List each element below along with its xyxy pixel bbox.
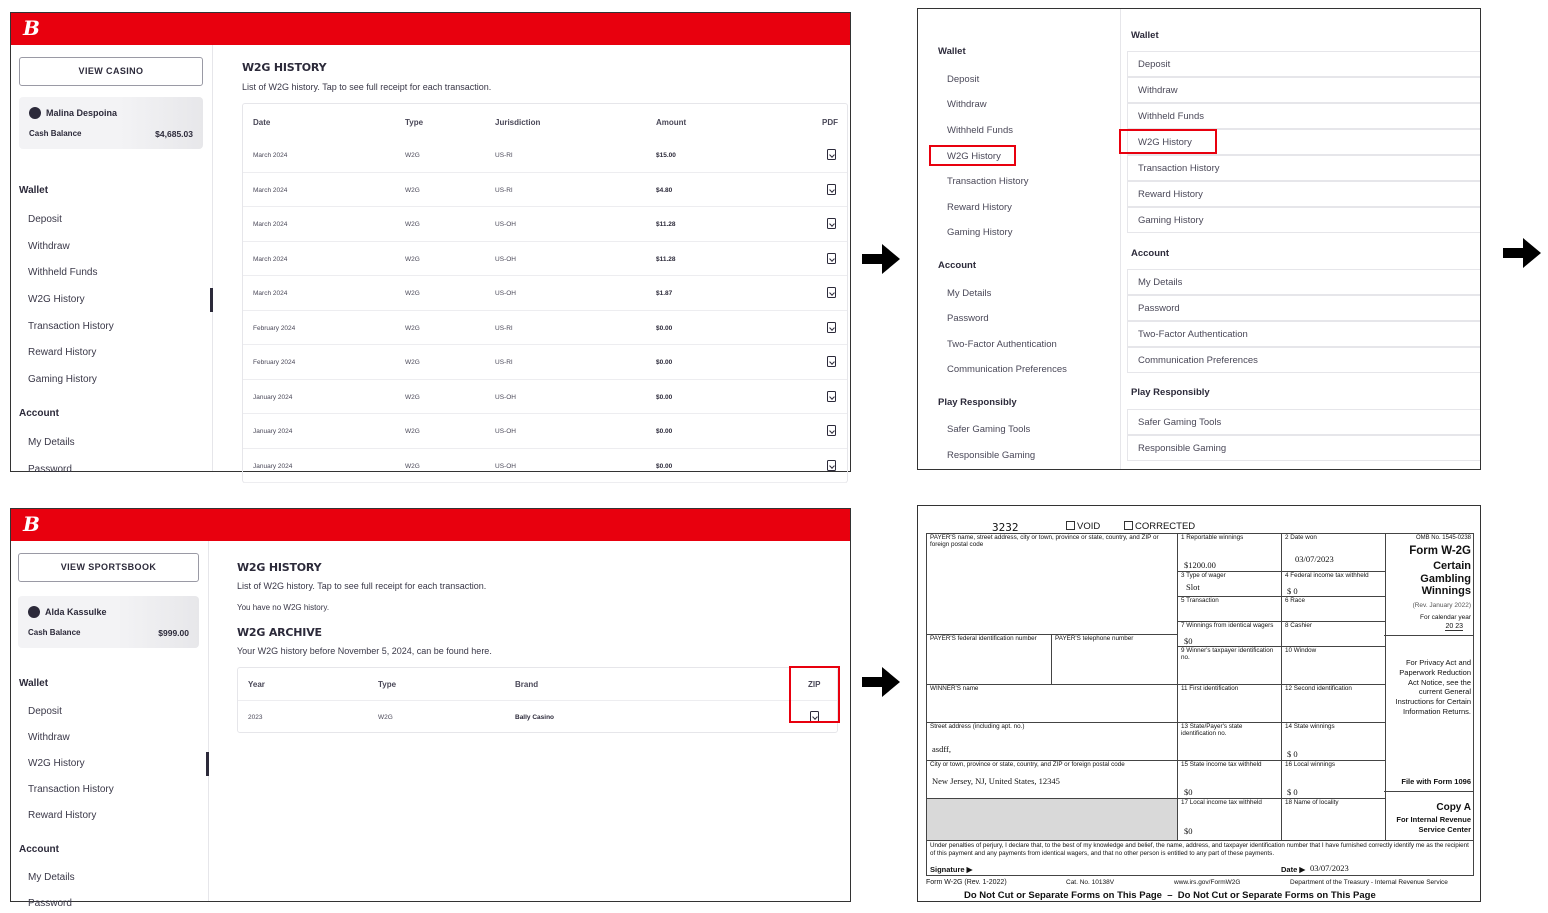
sidebar-item-my-details[interactable]: My Details: [28, 872, 75, 883]
sidebar-item-deposit[interactable]: Deposit: [28, 214, 62, 225]
highlight-box: [789, 666, 840, 723]
row-type: W2G: [405, 324, 420, 332]
row-type: W2G: [405, 152, 420, 159]
row-type: W2G: [378, 714, 393, 721]
sidebar-item-password[interactable]: Password: [28, 464, 72, 475]
old-item-two-factor[interactable]: Two-Factor Authentication: [947, 339, 1057, 350]
row-type: W2G: [405, 221, 420, 228]
divider: [1384, 791, 1473, 792]
col-date: Date: [253, 118, 271, 127]
new-item-withdraw[interactable]: [1127, 77, 1480, 103]
row-amount: $0.00: [656, 393, 673, 401]
row-type: W2G: [405, 255, 420, 263]
old-play-heading: Play Responsibly: [938, 397, 1017, 408]
brand-logo-icon[interactable]: B: [23, 16, 40, 40]
w2g-table: [242, 103, 848, 483]
row-brand: Bally Casino: [515, 714, 555, 721]
w2g-archive-screen: [10, 508, 851, 909]
row-date: March 2024: [253, 186, 288, 194]
row-amount: $1.87: [656, 290, 673, 297]
box-9: 9 Winner's taxpayer identification no.: [1178, 647, 1282, 685]
new-item-deposit[interactable]: [1127, 51, 1480, 77]
box-label: 16 Local winnings: [1285, 761, 1336, 768]
box-2: [1282, 534, 1386, 572]
box-4-value: $ 0: [1287, 586, 1298, 596]
old-item-safer-gaming[interactable]: Safer Gaming Tools: [947, 424, 1031, 435]
sidebar-item-password[interactable]: Password: [28, 898, 72, 909]
old-item-responsible-gaming[interactable]: Responsible Gaming: [947, 450, 1036, 461]
old-item-withdraw[interactable]: Withdraw: [947, 99, 987, 110]
box-15-value: $0: [1184, 787, 1193, 797]
box-16-value: $ 0: [1287, 787, 1298, 797]
new-item-my-details[interactable]: [1127, 269, 1480, 295]
pdf-download-icon[interactable]: [827, 149, 836, 160]
active-indicator: [206, 752, 209, 776]
new-item-label: W2G History: [1138, 137, 1192, 148]
box-label: 4 Federal income tax withheld: [1285, 572, 1369, 579]
row-date: March 2024: [253, 255, 288, 263]
row-type: W2G: [405, 428, 420, 435]
row-date: January 2024: [253, 428, 293, 435]
row-amount: $4.80: [656, 186, 673, 194]
new-item-gaming-history[interactable]: [1127, 207, 1480, 233]
active-indicator: [210, 288, 213, 312]
row-date: March 2024: [253, 221, 288, 228]
old-item-withheld-funds[interactable]: Withheld Funds: [947, 125, 1014, 136]
row-type: W2G: [405, 393, 420, 401]
user-card: [18, 596, 199, 648]
new-item-label: Two-Factor Authentication: [1138, 329, 1248, 340]
table-row[interactable]: [243, 311, 847, 346]
col-jurisdiction: Jurisdiction: [495, 118, 541, 127]
wallet-heading: Wallet: [19, 185, 49, 196]
table-row[interactable]: [243, 380, 847, 415]
main-content: [210, 541, 850, 901]
row-jurisdiction: US-OH: [495, 428, 516, 435]
new-item-two-factor[interactable]: [1127, 321, 1480, 347]
box-15: [1178, 761, 1282, 799]
old-item-transaction-history[interactable]: Transaction History: [947, 176, 1029, 187]
form-revision: (Rev. January 2022): [1412, 602, 1471, 609]
user-name: Alda Kassulke: [45, 607, 107, 617]
old-item-communication[interactable]: Communication Preferences: [947, 364, 1067, 375]
main-content: [214, 45, 850, 471]
cash-balance: $4,685.03: [155, 129, 193, 139]
calendar-year-label: For calendar year: [1420, 614, 1471, 621]
box-label: City or town, province or state, country, and ZIP or foreign postal code: [930, 761, 1125, 768]
new-item-responsible-gaming[interactable]: [1127, 435, 1480, 461]
old-item-w2g-history[interactable]: W2G History: [947, 151, 1001, 162]
new-wallet-heading: Wallet: [1131, 30, 1159, 41]
box-label: 3 Type of wager: [1181, 572, 1226, 579]
privacy-notice: For Privacy Act and Paperwork Reduction Act Notice, see the current General Instructions for Certain Information Returns.: [1395, 658, 1471, 716]
archive-title: W2G ARCHIVE: [237, 626, 322, 639]
page-title: W2G HISTORY: [237, 561, 322, 574]
pdf-download-icon[interactable]: [827, 184, 836, 195]
new-item-label: Communication Preferences: [1138, 355, 1258, 366]
pdf-download-icon[interactable]: [827, 287, 836, 298]
new-item-label: Responsible Gaming: [1138, 443, 1227, 454]
box-10: 10 Window: [1282, 647, 1386, 685]
city-value: New Jersey, NJ, United States, 12345: [932, 776, 1060, 786]
cash-balance-label: Cash Balance: [29, 129, 82, 138]
w2g-history-screen: [10, 12, 851, 475]
old-account-heading: Account: [938, 260, 976, 271]
sidebar-item-deposit[interactable]: Deposit: [28, 706, 62, 717]
new-item-communication[interactable]: [1127, 347, 1480, 373]
row-amount: $0.00: [656, 359, 673, 366]
form-title: Certain Gambling Winnings: [1420, 560, 1471, 598]
col-pdf: PDF: [822, 118, 838, 127]
new-account-heading: Account: [1131, 248, 1169, 259]
archive-subtitle: Your W2G history before November 5, 2024, can be found here.: [237, 646, 492, 656]
footer-form: Form W-2G (Rev. 1-2022): [926, 879, 1007, 886]
box-label: 17 Local income tax withheld: [1181, 799, 1262, 806]
table-row[interactable]: [243, 242, 847, 277]
page-subtitle: List of W2G history. Tap to see full receipt for each transaction.: [237, 581, 487, 591]
row-date: January 2024: [253, 462, 293, 470]
cash-balance: $999.00: [158, 628, 189, 638]
row-date: January 2024: [253, 393, 293, 401]
row-type: W2G: [405, 462, 420, 470]
top-bar: [11, 509, 850, 541]
row-date: March 2024: [253, 290, 288, 297]
box-6: 6 Race: [1282, 597, 1386, 622]
form-title-column: [1384, 533, 1474, 840]
old-item-deposit[interactable]: Deposit: [947, 74, 980, 85]
box-label: 15 State income tax withheld: [1181, 761, 1262, 768]
calendar-year: 20 23: [1445, 623, 1463, 630]
corrected-label: CORRECTED: [1135, 521, 1196, 532]
copy-a: Copy A: [1436, 802, 1471, 813]
payer-fin-box: PAYER'S federal identification number: [927, 635, 1052, 685]
new-item-safer-gaming[interactable]: [1127, 409, 1480, 435]
right-arrow-icon: [862, 244, 900, 274]
void-label: VOID: [1077, 521, 1101, 532]
table-row[interactable]: [243, 449, 847, 484]
row-jurisdiction: US-OH: [495, 221, 516, 228]
box-label: 1 Reportable winnings: [1181, 534, 1244, 541]
new-item-label: Withdraw: [1138, 85, 1178, 96]
box-12: 12 Second identification: [1282, 685, 1386, 723]
shaded-box: [927, 799, 1178, 841]
col-zip: ZIP: [808, 680, 821, 689]
old-item-reward-history[interactable]: Reward History: [947, 202, 1012, 213]
empty-state: You have no W2G history.: [237, 603, 330, 612]
do-not-cut: Do Not Cut or Separate Forms on This Page – Do Not Cut or Separate Forms on This Page: [964, 890, 1376, 901]
w2g-form: [917, 505, 1481, 902]
new-play-heading: Play Responsibly: [1131, 387, 1210, 398]
table-row[interactable]: [243, 345, 847, 380]
row-amount: $15.00: [656, 152, 676, 159]
box-8: 8 Cashier: [1282, 622, 1386, 647]
box-17: [1178, 799, 1282, 841]
department: Department of the Treasury - Internal Revenue Service: [1290, 879, 1448, 886]
for-irs: For Internal Revenue Service Center: [1396, 815, 1471, 834]
box-7: [1178, 622, 1282, 647]
sidebar-item-transaction-history[interactable]: Transaction History: [28, 321, 114, 332]
row-year: 2023: [248, 714, 263, 721]
box-5: 5 Transaction: [1178, 597, 1282, 622]
sidebar-item-reward-history[interactable]: Reward History: [28, 347, 97, 358]
sidebar: [11, 541, 209, 909]
box-3-value: Slot: [1186, 582, 1200, 592]
box-7-value: $0: [1184, 636, 1193, 646]
nav-comparison-screen: [917, 8, 1481, 470]
table-row: [238, 700, 837, 721]
form-name: Form W-2G: [1409, 545, 1471, 557]
page-subtitle: List of W2G history. Tap to see full receipt for each transaction.: [242, 82, 492, 92]
account-heading: Account: [19, 844, 59, 855]
cat-number: Cat. No. 10138V: [1066, 879, 1115, 886]
street-value: asdff,: [932, 744, 951, 754]
user-card: [19, 97, 203, 149]
cash-balance-label: Cash Balance: [28, 628, 81, 637]
row-amount: $0.00: [656, 428, 673, 435]
pdf-download-icon[interactable]: [827, 253, 836, 264]
row-jurisdiction: US-RI: [495, 186, 513, 194]
row-amount: $0.00: [656, 462, 673, 470]
sidebar-item-gaming-history[interactable]: Gaming History: [28, 374, 97, 385]
new-item-label: Deposit: [1138, 59, 1171, 70]
pdf-download-icon[interactable]: [827, 460, 836, 471]
street-box: [927, 723, 1178, 761]
table-row[interactable]: [243, 207, 847, 242]
old-item-gaming-history[interactable]: Gaming History: [947, 227, 1013, 238]
row-type: W2G: [405, 186, 420, 194]
old-item-password[interactable]: Password: [947, 313, 989, 324]
view-casino-button[interactable]: VIEW CASINO: [19, 57, 203, 86]
penalties-text: Under penalties of perjury, I declare that, to the best of my knowledge and belief, the name, address, and taxpayer identification number that I have furnished correctly identify me as the recipient of this payment and any payments from identical wagers, and that no other person is entitled to any part of these payments.: [930, 842, 1469, 857]
table-row[interactable]: [243, 414, 847, 449]
pdf-download-icon[interactable]: [827, 218, 836, 229]
date-value: 03/07/2023: [1310, 863, 1349, 873]
box-18: 18 Name of locality: [1282, 799, 1386, 841]
new-item-label: Password: [1138, 303, 1180, 314]
sidebar-item-withheld-funds[interactable]: Withheld Funds: [28, 267, 98, 278]
sidebar-item-w2g-history[interactable]: W2G History: [28, 758, 85, 769]
row-jurisdiction: US-RI: [495, 152, 513, 159]
archive-table: [237, 667, 838, 733]
signature-label[interactable]: Signature ▶: [930, 865, 973, 874]
new-item-label: Transaction History: [1138, 163, 1220, 174]
table-row[interactable]: [243, 276, 847, 311]
box-label: 2 Date won: [1285, 534, 1317, 541]
col-year: Year: [248, 680, 265, 689]
new-item-label: Gaming History: [1138, 215, 1204, 226]
box-13: 13 State/Payer's state identification no.: [1178, 723, 1282, 761]
file-with: File with Form 1096: [1401, 777, 1471, 786]
omb-number: OMB No. 1545-0238: [1415, 535, 1471, 541]
form-code: 3232: [992, 521, 1019, 534]
user-icon: [29, 107, 41, 119]
sidebar: [11, 45, 213, 475]
row-jurisdiction: US-OH: [495, 255, 516, 263]
sidebar-item-my-details[interactable]: My Details: [28, 437, 75, 448]
brand-logo-icon[interactable]: B: [23, 512, 40, 536]
payer-phone-box: PAYER'S telephone number: [1052, 635, 1178, 685]
box-11: 11 First identification: [1178, 685, 1282, 723]
box-label: 7 Winnings from identical wagers: [1181, 622, 1274, 629]
row-date: February 2024: [253, 324, 296, 332]
pdf-download-icon[interactable]: [827, 322, 836, 333]
col-brand: Brand: [515, 680, 539, 689]
box-14-value: $ 0: [1287, 749, 1298, 759]
wallet-heading: Wallet: [19, 678, 49, 689]
top-bar: [11, 13, 850, 45]
right-arrow-icon: [862, 667, 900, 697]
irs-url: www.irs.gov/FormW2G: [1174, 879, 1241, 886]
new-nav-list: [1121, 9, 1480, 469]
new-item-withheld-funds[interactable]: [1127, 103, 1480, 129]
new-item-label: Reward History: [1138, 189, 1203, 200]
date-label: Date ▶: [1281, 865, 1306, 874]
box-17-value: $0: [1184, 826, 1193, 836]
col-type: Type: [405, 118, 424, 127]
pdf-download-icon[interactable]: [827, 356, 836, 367]
row-type: W2G: [405, 290, 420, 297]
col-type: Type: [378, 680, 397, 689]
row-jurisdiction: US-RI: [495, 359, 513, 366]
box-2-value: 03/07/2023: [1295, 554, 1334, 564]
table-row[interactable]: [243, 138, 847, 173]
row-amount: $11.28: [656, 221, 676, 228]
row-date: March 2024: [253, 152, 288, 159]
old-sidebar: [918, 9, 1121, 469]
new-item-transaction-history[interactable]: [1127, 155, 1480, 181]
sidebar-item-withdraw[interactable]: Withdraw: [28, 241, 70, 252]
right-arrow-icon: [1503, 238, 1541, 268]
old-item-my-details[interactable]: My Details: [947, 288, 992, 299]
new-item-password[interactable]: [1127, 295, 1480, 321]
sidebar-item-reward-history[interactable]: Reward History: [28, 810, 97, 821]
sidebar-item-withdraw[interactable]: Withdraw: [28, 732, 70, 743]
form-grid: [926, 533, 1384, 840]
page-title: W2G HISTORY: [242, 61, 327, 74]
new-item-reward-history[interactable]: [1127, 181, 1480, 207]
box-label: 14 State winnings: [1285, 723, 1335, 730]
highlight-box: [1119, 129, 1217, 154]
col-amount: Amount: [656, 118, 687, 127]
sidebar-item-w2g-history[interactable]: W2G History: [28, 294, 85, 305]
row-jurisdiction: US-OH: [495, 290, 516, 297]
row-date: February 2024: [253, 359, 296, 366]
box-1-value: $1200.00: [1184, 560, 1216, 570]
row-jurisdiction: US-RI: [495, 324, 513, 332]
payer-name-box: PAYER'S name, street address, city or town, province or state, country, and ZIP or foreign postal code: [927, 534, 1178, 635]
sidebar-item-transaction-history[interactable]: Transaction History: [28, 784, 114, 795]
void-checkbox[interactable]: [1066, 521, 1100, 532]
row-amount: $11.28: [656, 255, 676, 263]
box-label: Street address (including apt. no.): [930, 723, 1025, 730]
row-jurisdiction: US-OH: [495, 393, 516, 401]
highlight-box: [929, 145, 1016, 166]
user-name: Malina Despoina: [46, 108, 118, 118]
row-type: W2G: [405, 359, 420, 366]
row-amount: $0.00: [656, 324, 673, 332]
view-sportsbook-button[interactable]: VIEW SPORTSBOOK: [18, 553, 199, 582]
signature-section: [926, 840, 1474, 876]
old-wallet-heading: Wallet: [938, 46, 966, 57]
user-icon: [28, 606, 40, 618]
account-heading: Account: [19, 408, 59, 419]
new-item-label: Withheld Funds: [1138, 111, 1205, 122]
corrected-checkbox[interactable]: [1124, 521, 1195, 532]
pdf-download-icon[interactable]: [827, 391, 836, 402]
winner-name-box: WINNER'S name: [927, 685, 1178, 723]
table-row[interactable]: [243, 173, 847, 208]
new-item-label: Safer Gaming Tools: [1138, 417, 1222, 428]
divider: [1384, 635, 1473, 636]
pdf-download-icon[interactable]: [827, 425, 836, 436]
new-item-label: My Details: [1138, 277, 1183, 288]
row-jurisdiction: US-OH: [495, 462, 516, 470]
